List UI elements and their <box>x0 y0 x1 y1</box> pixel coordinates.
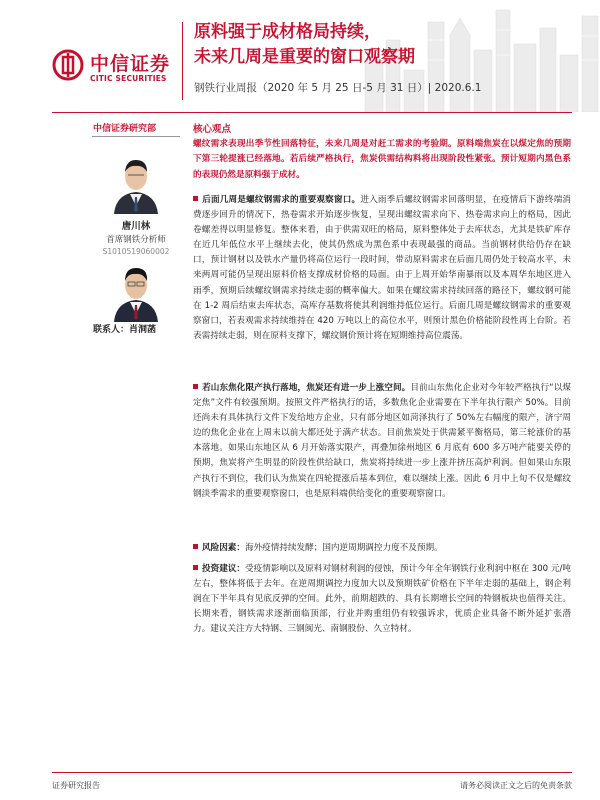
section-investment-advice <box>193 562 571 637</box>
section-body: 目前山东焦化企业对今年较严格执行“以煤定焦”文件有较强预期。按照文件严格执行的话，多数焦化企业需要在下半年执行限产 50%。目前还尚未有具体执行文件下发给地方企业，只有部分地区如菏泽执行了 50%左右幅度的限产，济宁周边的焦化企业在上周末以前大都还处于满产状态。目前焦炭处于供需紧平衡格局，第三轮涨价的基本落地。如果山东地区从 6 月开始落实限产，再叠加徐州地区 6 月底有 600 多万吨产能要关停的预期，焦炭将产生明显的阶段性供给缺口，焦炭将持续进一步上涨并挤压高炉利润。但如果山东限产执行不到位，我们认为焦炭在四轮提涨后基本到位，难以继续上涨。因此 6 月中上旬不仅是螺纹钢淡季需求的重要观察窗口，也是原料端供给变化的重要观察窗口。 <box>193 383 571 499</box>
sidebar-divider <box>92 136 180 137</box>
report-title-line1: 原料强于成材格局持续， <box>194 22 381 42</box>
section-heading: 后面几周是螺纹钢需求的重要观察窗口。 <box>202 195 361 205</box>
core-views-heading: 核心观点 <box>193 124 232 135</box>
analyst-certificate: S1010519060002 <box>102 247 170 256</box>
contact-avatar <box>110 258 162 322</box>
bullet-icon <box>193 565 198 570</box>
analyst-name: 唐川林 <box>121 221 151 232</box>
analyst-avatar <box>110 150 162 214</box>
bullet-icon <box>193 196 198 201</box>
research-dept-label: 中信证券研究部 <box>93 124 157 134</box>
section-steel-demand <box>193 193 571 344</box>
section-body: 海外疫情持续发酵；国内逆周期调控力度不及预期。 <box>244 543 443 553</box>
logo-chinese-name: 中信证券 <box>90 53 171 75</box>
section-heading: 若山东焦化限产执行落地，焦炭还有进一步上涨空间。 <box>202 383 411 393</box>
bullet-icon <box>193 544 198 549</box>
report-title-line2: 未来几周是重要的窗口观察期 <box>194 47 415 67</box>
section-heading: 投资建议： <box>202 564 246 574</box>
header-rule <box>52 112 572 113</box>
header-divider <box>182 22 183 100</box>
footer-disclaimer: 请务必阅读正文之后的免责条款 <box>460 781 572 790</box>
bullet-icon <box>193 384 198 389</box>
footer-rule <box>52 772 572 773</box>
core-views-text: 螺纹需求表现出季节性回落特征，未来几周是对赶工需求的考验期。原料端焦炭在以煤定焦的预期下第三轮提涨已经落地。若后续严格执行，焦炭供需结构料将出现阶段性紧张。预计短期内黑色系的表现仍然是原料强于成材。 <box>193 139 571 180</box>
contact-person: 联系人：肖洞菡 <box>93 325 157 335</box>
citic-logo <box>52 47 182 91</box>
section-body: 受疫情影响以及原料对钢材利润的侵蚀，预计今年全年钢铁行业利润中枢在 300 元/吨左右，整体将低于去年。在逆周期调控力度加大以及预期铁矿价格在下半年走弱的基础上，钢企利润在下半年具有见底反弹的空间。此外，前期超跌的、具有长期增长空间的特钢板块也值得关注。长期来看，钢铁需求逐渐面临顶部，行业并购重组仍有较强诉求，优质企业具备不断外延扩张潜力。建议关注方大特钢、三钢闽光、南钢股份、久立特材。 <box>193 564 571 635</box>
section-heading: 风险因素： <box>202 543 245 553</box>
section-coke-production <box>193 381 571 502</box>
section-body: 进入雨季后螺纹钢需求回落明显，在疫情后下游终端消费逐步回升的情况下，热卷需求开始逐步恢复，呈现出螺纹需求向下、热卷需求向上的格局，因此卷螺差得以明显修复。整体来看，由于供需双旺的格局，原料整体处于去库状态，尤其是铁矿库存在近几年低位水平上继续去化，使其仍然成为黑色系中表现最强的商品。当前钢材供给仍存在缺口，预计钢材以及铁水产量仍将高位运行一段时间，带动原料需求在后面几周仍处于较高水平，未来两周可能仍呈现出原料价格支撑成材价格的局面。由于上周开始华南暴雨以及本周华东地区进入雨季，预期后续螺纹钢需求持续走弱的概率偏大。如果在螺纹需求持续回落的路径下，螺纹钢可能在 1-2 周后结束去库状态，高库存基数将使其利润维持低位运行。后面几周是螺纹钢需求的重要观察窗口，若表观需求持续维持在 420 万吨以上的高位水平，则预计黑色价格能阶段性再上台阶。若表需持续走弱，则在原料支撑下，螺纹钢价预计将在短期维持高位震荡。 <box>193 195 571 341</box>
report-subtitle: 钢铁行业周报（2020 年 5 月 25 日-5 月 31 日）| 2020.6.1 <box>194 82 482 94</box>
section-risk-factors <box>193 541 571 556</box>
citic-logo-icon <box>52 49 84 81</box>
report-title <box>194 20 415 70</box>
footer-report-type: 证券研究报告 <box>52 781 100 790</box>
analyst-role: 首席钢铁分析师 <box>106 235 166 245</box>
logo-english-name: CITIC SECURITIES <box>90 74 167 83</box>
